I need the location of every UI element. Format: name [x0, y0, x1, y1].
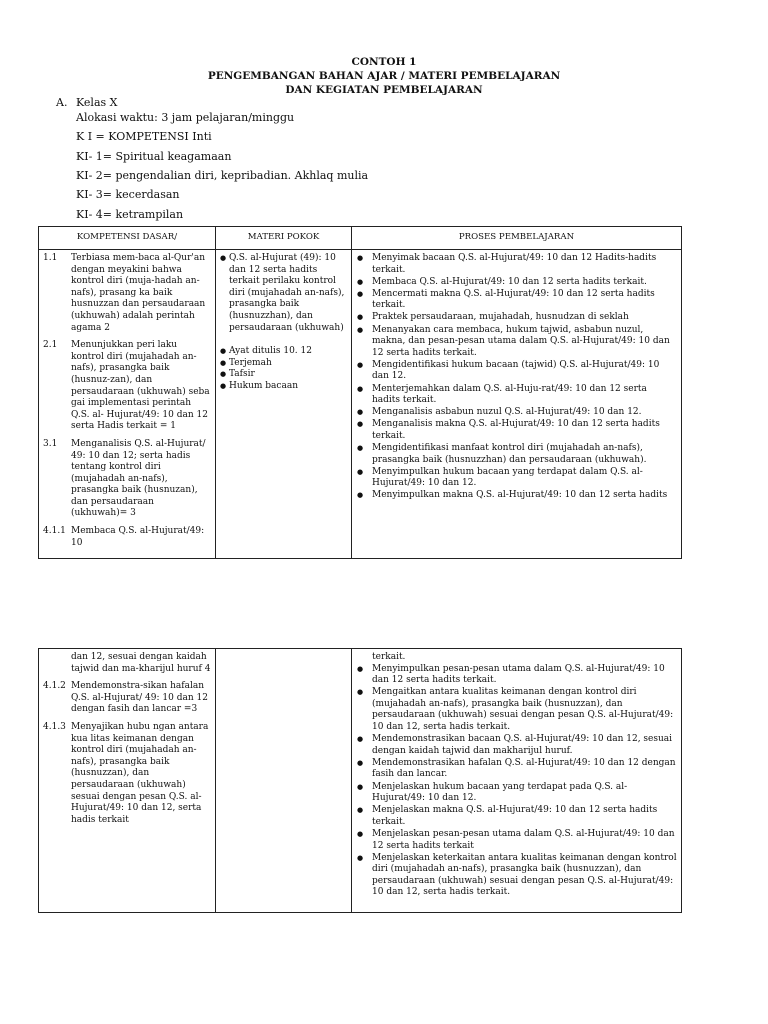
kompetensi-text: Menganalisis Q.S. al-Hujurat/ 49: 10 dan 12; serta hadis tentang kontrol diri (mujahadah an-nafs), prasangka baik (husnuzan), dan persaudaraan (ukhuwah)= 3: [71, 438, 206, 519]
info-ki-3: KI- 3= kecerdasan: [76, 188, 180, 201]
info-ki: K I = KOMPETENSI Inti: [76, 130, 212, 143]
proses-item: ● Menyimpulkan makna Q.S. al-Hujurat/49: 10 dan 12 serta hadits: [356, 490, 677, 502]
info-kelas: Kelas X: [76, 96, 118, 109]
materi-item: ● Tafsir: [220, 369, 347, 381]
materi-item: ● Terjemah: [220, 358, 347, 370]
proses-item: ● Menjelaskan pesan-pesan utama dalam Q.S. al-Hujurat/49: 10 dan 12 serta hadits terkait: [356, 829, 677, 852]
kompetensi-number: 2.1: [43, 340, 58, 351]
doc-title-line-1: CONTOH 1: [351, 56, 417, 68]
proses-item: ● Menyimpulkan pesan-pesan utama dalam Q.S. al-Hujurat/49: 10 dan 12 serta hadits terkait.: [356, 664, 677, 687]
table-row: [39, 250, 682, 559]
info-ki-4: KI- 4= ketrampilan: [76, 208, 184, 221]
proses-item: ● Menanyakan cara membaca, hukum tajwid, asbabun nuzul, makna, dan pesan-pesan utama dalam Q.S. al-Hujurat/49: 10 dan 12 serta hadits terkait.: [356, 325, 677, 360]
proses-item: ● Menganalisis asbabun nuzul Q.S. al-Hujurat/49: 10 dan 12.: [356, 407, 677, 419]
kompetensi-item: [43, 253, 211, 334]
section-marker: A.: [56, 96, 68, 109]
proses-item: ● Menjelaskan hukum bacaan yang terdapat pada Q.S. al-Hujurat/49: 10 dan 12.: [356, 782, 677, 805]
kompetensi-item: [43, 681, 211, 716]
kompetensi-text: Membaca Q.S. al-Hujurat/49: 10: [71, 526, 205, 548]
proses-item: ● Menjelaskan keterkaitan antara kualitas keimanan dengan kontrol diri (mujahadah an-nafs), prasangka baik (husnuzzan), dan persaudaraan (ukhuwah) sesuai dengan pesan Q.S. al-Hujurat/49: 10 dan 12, serta hadis terkait.: [356, 853, 677, 899]
proses-item: ● Mengidentifikasi manfaat kontrol diri (mujahadah an-nafs), prasangka baik (husnuzzhan) dan persaudaraan (ukhuwah).: [356, 443, 677, 466]
header-materi-pokok: MATERI POKOK: [216, 227, 352, 250]
proses-item: ● Menterjemahkan dalam Q.S. al-Huju-rat/49: 10 dan 12 serta hadits terkait.: [356, 384, 677, 407]
proses-item: ● Menjelaskan makna Q.S. al-Hujurat/49: 10 dan 12 serta hadits terkait.: [356, 805, 677, 828]
kompetensi-item: [43, 526, 211, 549]
kompetensi-item: [43, 722, 211, 826]
table-row: [39, 649, 682, 913]
kompetensi-item: [43, 439, 211, 520]
kompetensi-text: Menyajikan hubu ngan antara kua litas keimanan dengan kontrol diri (mujahadah an-nafs), prasangka baik (husnuzzan), dan persaudaraan (ukhuwah) sesuai dengan pesan Q.S. al-Hujurat/49: 10 dan 12, serta hadis terkait: [71, 721, 209, 825]
doc-title-line-3: DAN KEGIATAN PEMBELAJARAN: [285, 84, 483, 96]
proses-cell: [352, 649, 682, 913]
kompetensi-number: 4.1.3: [43, 721, 66, 732]
proses-continued-text: terkait.: [372, 652, 406, 662]
doc-title-line-2: PENGEMBANGAN BAHAN AJAR / MATERI PEMBELAJARAN: [207, 70, 561, 82]
materi-cell: [216, 649, 352, 913]
proses-cell: [352, 250, 682, 559]
kompetensi-number: 3.1: [43, 438, 58, 449]
info-ki-1: KI- 1= Spiritual keagamaan: [76, 150, 232, 163]
proses-list: [356, 253, 677, 502]
proses-item: ● Mencermati makna Q.S. al-Hujurat/49: 10 dan 12 serta hadits terkait.: [356, 289, 677, 312]
proses-list: [356, 664, 677, 899]
kompetensi-continued-text: dan 12, sesuai dengan kaidah tajwid dan ma-kharijul huruf 4: [71, 652, 211, 674]
proses-item: ● Membaca Q.S. al-Hujurat/49: 10 dan 12 serta hadits terkait.: [356, 277, 677, 289]
proses-item: ● Menganalisis makna Q.S. al-Hujurat/49: 10 dan 12 serta hadits terkait.: [356, 419, 677, 442]
kompetensi-cell: [39, 649, 216, 913]
proses-item: ● Praktek persaudaraan, mujahadah, husnudzan di seklah: [356, 312, 677, 324]
kompetensi-text: Mendemonstra-sikan hafalan Q.S. al-Hujurat/ 49: 10 dan 12 dengan fasih dan lancar =3: [71, 681, 208, 715]
kompetensi-text: Menunjukkan peri laku kontrol diri (mujahadah an-nafs), prasangka baik (husnuz-zan), dan persaudaraan (ukhuwah) seba gai implementasi perintah Q.S. al- Hujurat/49: 10 dan 12 serta Hadis terkait = 1: [71, 340, 210, 432]
proses-item: ● Menyimak bacaan Q.S. al-Hujurat/49: 10 dan 12 Hadits-hadits terkait.: [356, 253, 677, 276]
materi-cell: [216, 250, 352, 559]
materi-list: [220, 346, 347, 392]
kompetensi-cell: [39, 250, 216, 559]
header-proses-pembelajaran: PROSES PEMBELAJARAN: [352, 227, 682, 250]
kompetensi-number: 4.1.2: [43, 681, 66, 692]
proses-item: ● Mengaitkan antara kualitas keimanan dengan kontrol diri (mujahadah an-nafs), prasangka baik (husnuzzan), dan persaudaraan (ukhuwah) sesuai dengan pesan Q.S. al-Hujurat/49: 10 dan 12, serta hadis terkait.: [356, 687, 677, 733]
proses-item: ● Mengidentifikasi hukum bacaan (tajwid) Q.S. al-Hujurat/49: 10 dan 12.: [356, 360, 677, 383]
kompetensi-text: Terbiasa mem-baca al-Qur'an dengan meyakini bahwa kontrol diri (muja-hadah an-nafs), prasang ka baik husnuzzan dan persaudaraan (ukhuwah) adalah perintah agama 2: [71, 253, 206, 333]
header-kompetensi-dasar: KOMPETENSI DASAR/: [39, 227, 216, 250]
kompetensi-number: 1.1: [43, 253, 58, 263]
info-alokasi: Alokasi waktu: 3 jam pelajaran/minggu: [76, 111, 295, 124]
kompetensi-number: 4.1.1: [43, 526, 66, 537]
learning-table-page-1: [38, 226, 682, 559]
materi-item: ● Q.S. al-Hujurat (49): 10 dan 12 serta hadits terkait perilaku kontrol diri (mujahadah an-nafs), prasangka baik (husnuzzhan), dan persaudaraan (ukhuwah): [220, 253, 347, 334]
info-ki-2: KI- 2= pengendalian diri, kepribadian. Akhlaq mulia: [76, 169, 369, 182]
proses-item: ● Mendemonstrasikan bacaan Q.S. al-Hujurat/49: 10 dan 12, sesuai dengan kaidah tajwid dan makharijul huruf.: [356, 734, 677, 757]
table-header-row: [39, 227, 682, 250]
proses-item: ● Menyimpulkan hukum bacaan yang terdapat dalam Q.S. al-Hujurat/49: 10 dan 12.: [356, 467, 677, 490]
kompetensi-item: [43, 340, 211, 433]
materi-item: ● Ayat ditulis 10. 12: [220, 346, 347, 358]
materi-list: [220, 253, 347, 334]
learning-table-page-2: [38, 648, 682, 913]
proses-item: ● Mendemonstrasikan hafalan Q.S. al-Hujurat/49: 10 dan 12 dengan fasih dan lancar.: [356, 758, 677, 781]
materi-item: ● Hukum bacaan: [220, 381, 347, 393]
